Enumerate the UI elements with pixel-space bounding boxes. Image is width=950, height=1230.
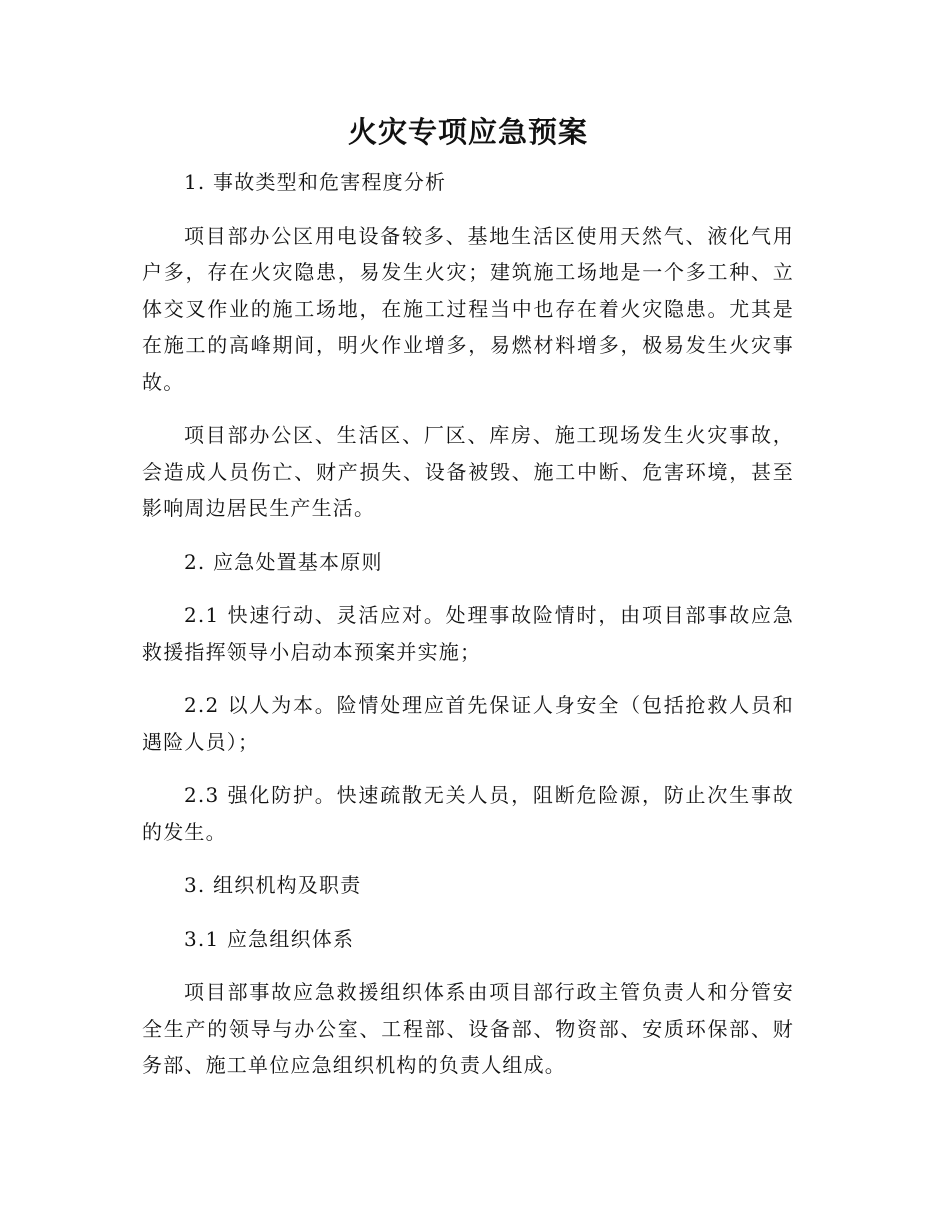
section-heading-3: 3. 组织机构及职责 <box>184 873 362 897</box>
subsection-heading-3-1: 3.1 应急组织体系 <box>184 926 355 951</box>
paragraph-hazard-consequences: 项目部办公区、生活区、厂区、库房、施工现场发生火灾事故，会造成人员伤亡、财产损失、设备被毁、施工中断、危害环境，甚至影响周边居民生产生活。 <box>142 423 794 520</box>
paragraph-organization-system: 项目部事故应急救援组织体系由项目部行政主管负责人和分管安全生产的领导与办公室、工程部、设备部、物资部、安质环保部、财务部、施工单位应急组织机构的负责人组成。 <box>142 980 794 1077</box>
paragraph-principle-2-3: 2.3 强化防护。快速疏散无关人员，阻断危险源，防止次生事故的发生。 <box>142 783 794 844</box>
paragraph-hazard-analysis: 项目部办公区用电设备较多、基地生活区使用天然气、液化气用户多，存在火灾隐患，易发生火灾；建筑施工场地是一个多工种、立体交叉作业的施工场地，在施工过程当中也存在着火灾隐患。尤其是在施工的高峰期间，明火作业增多，易燃材料增多，极易发生火灾事故。 <box>142 223 794 394</box>
document-page <box>142 110 794 1084</box>
paragraph-principle-2-1: 2.1 快速行动、灵活应对。处理事故险情时，由项目部事故应急救援指挥领导小启动本预案并实施； <box>142 603 794 664</box>
section-heading-2: 2. 应急处置基本原则 <box>184 549 383 574</box>
document-title: 火灾专项应急预案 <box>347 115 588 149</box>
section-heading-1: 1. 事故类型和危害程度分析 <box>184 170 447 194</box>
paragraph-principle-2-2: 2.2 以人为本。险情处理应首先保证人身安全（包括抢救人员和遇险人员）； <box>142 693 794 754</box>
